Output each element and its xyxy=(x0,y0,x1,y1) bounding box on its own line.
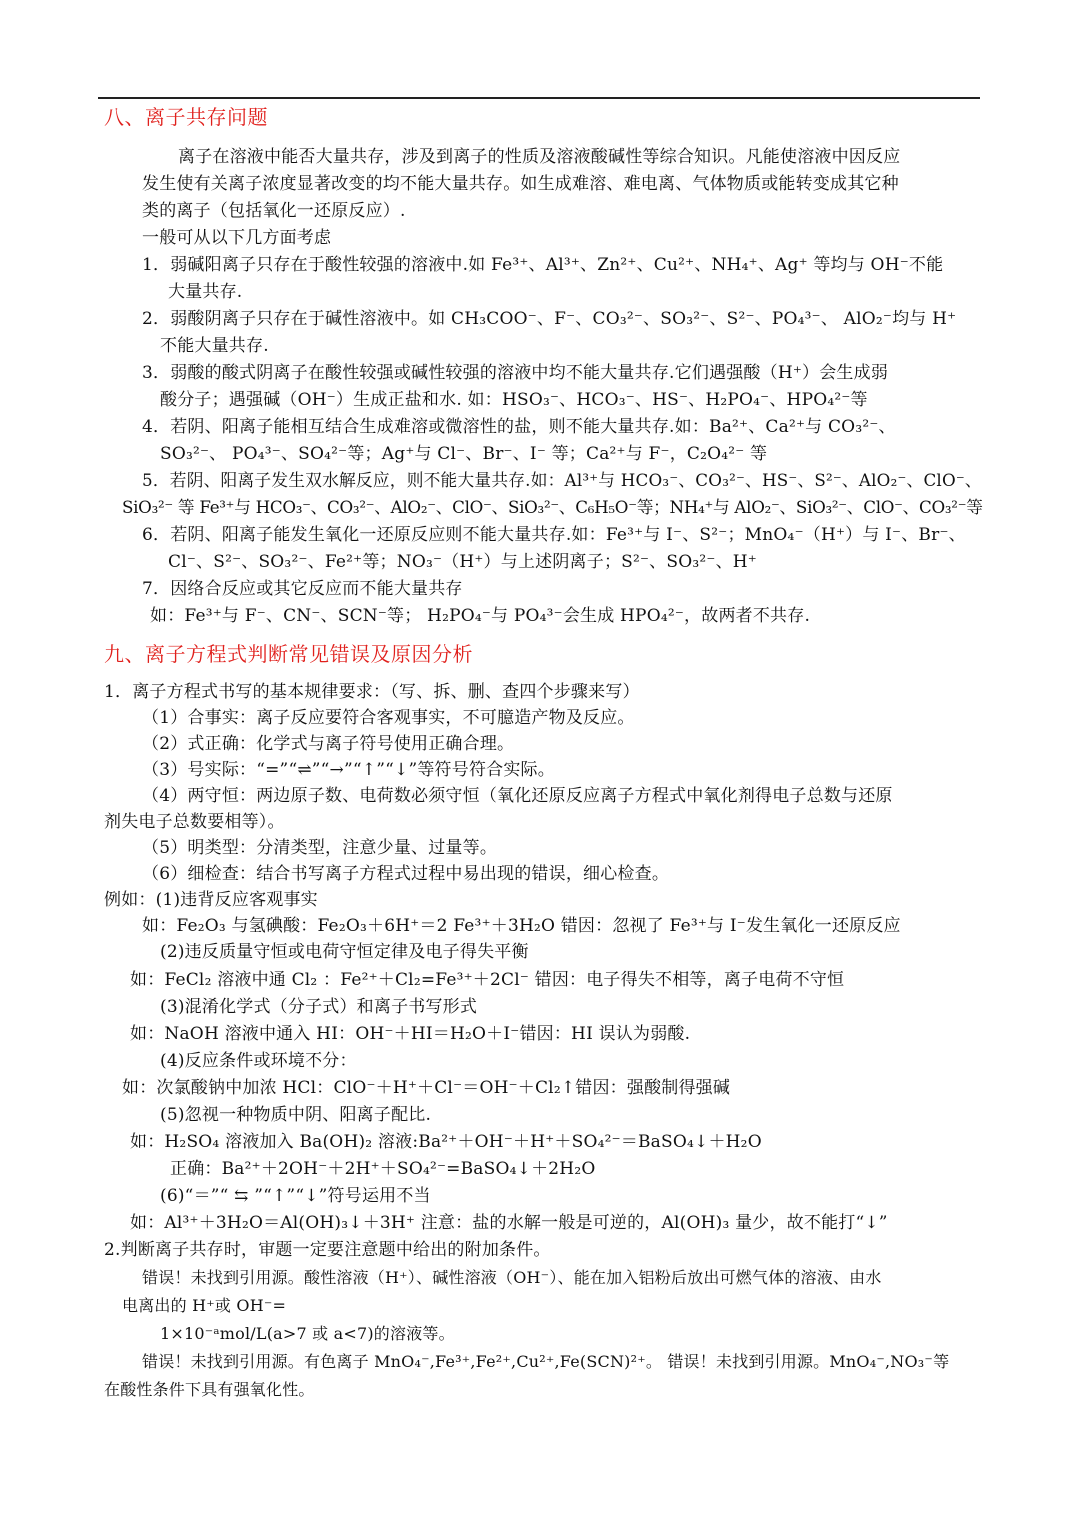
list-item-7: 7．因络合反应或其它反应而不能大量共存 xyxy=(142,579,463,599)
condition-line: 错误！未找到引用源。酸性溶液（H⁺）、碱性溶液（OH⁻）、能在加入铝粉后放出可燃气体的溶液、由水 xyxy=(142,1268,882,1287)
list-item-1: 1．弱碱阳离子只存在于酸性较强的溶液中.如 Fe³⁺、Al³⁺、Zn²⁺、Cu²⁺、NH₄⁺、Ag⁺ 等均与 OH⁻不能 xyxy=(142,255,944,275)
rule-line: （5）明类型：分清类型，注意少量、过量等。 xyxy=(142,838,498,858)
list-item-3: 3．弱酸的酸式阴离子在酸性较强或碱性较强的溶液中均不能大量共存.它们遇强酸（H⁺）会生成弱 xyxy=(142,363,889,383)
example-subheading: (3)混淆化学式（分子式）和离子书写形式 xyxy=(160,997,478,1017)
list-item-5: 5．若阴、阳离子发生双水解反应，则不能大量共存.如：Al³⁺与 HCO₃⁻、CO₃²⁻、HS⁻、S²⁻、AlO₂⁻、ClO⁻、 xyxy=(142,471,982,491)
list-item-4-cont: SO₃²⁻、 PO₄³⁻、SO₄²⁻等；Ag⁺与 Cl⁻、Br⁻、I⁻ 等；Ca²⁺与 F⁻，C₂O₄²⁻ 等 xyxy=(160,444,768,464)
example-line: 如：FeCl₂ 溶液中通 Cl₂ ：Fe²⁺＋Cl₂=Fe³⁺＋2Cl⁻ 错因：电子得失不相等，离子电荷不守恒 xyxy=(130,970,845,990)
example-line: 如：Al³⁺＋3H₂O＝Al(OH)₃↓＋3H⁺ 注意：盐的水解一般是可逆的，Al(OH)₃ 量少，故不能打“↓” xyxy=(130,1213,888,1233)
section-heading-ion-coexistence: 八、离子共存问题 xyxy=(104,105,268,129)
example-line: 如：次氯酸钠中加浓 HCl：ClO⁻＋H⁺＋Cl⁻＝OH⁻＋Cl₂↑错因：强酸制得强碱 xyxy=(122,1078,731,1098)
condition-line-formula: 1×10⁻ᵃmol/L(a>7 或 a<7)的溶液等。 xyxy=(160,1324,455,1343)
paragraph-line: 类的离子（包括氧化一还原反应）. xyxy=(142,201,406,221)
list-item-2: 2．弱酸阴离子只存在于碱性溶液中。如 CH₃COO⁻、F⁻、CO₃²⁻、SO₃²⁻、S²⁻、PO₄³⁻、 AlO₂⁻均与 H⁺ xyxy=(142,309,957,329)
list-item-3-cont: 酸分子；遇强碱（OH⁻）生成正盐和水. 如：HSO₃⁻、HCO₃⁻、HS⁻、H₂PO₄⁻、HPO₄²⁻等 xyxy=(160,390,868,410)
list-item-6-cont: Cl⁻、S²⁻、SO₃²⁻、Fe²⁺等；NO₃⁻（H⁺）与上述阴离子；S²⁻、SO₃²⁻、H⁺ xyxy=(168,552,757,572)
example-subheading: (4)反应条件或环境不分： xyxy=(160,1051,357,1071)
condition-line-cont: 在酸性条件下具有强氧化性。 xyxy=(104,1380,315,1399)
section-heading-ionic-equation-errors: 九、离子方程式判断常见错误及原因分析 xyxy=(104,642,473,666)
subsection-2-title: 2.判断离子共存时，审题一定要注意题中给出的附加条件。 xyxy=(104,1240,551,1260)
list-item-2-cont: 不能大量共存. xyxy=(160,336,269,356)
example-subheading: (5)忽视一种物质中阴、阳离子配比. xyxy=(160,1105,432,1125)
list-item-6: 6．若阴、阳离子能发生氧化一还原反应则不能大量共存.如：Fe³⁺与 I⁻、S²⁻；MnO₄⁻（H⁺）与 I⁻、Br⁻、 xyxy=(142,525,966,545)
example-line: 如：Fe₂O₃ 与氢碘酸：Fe₂O₃＋6H⁺＝2 Fe³⁺＋3H₂O 错因：忽视了 Fe³⁺与 I⁻发生氧化一还原反应 xyxy=(142,916,901,936)
condition-line: 错误！未找到引用源。有色离子 MnO₄⁻,Fe³⁺,Fe²⁺,Cu²⁺,Fe(SCN)²⁺。 错误！未找到引用源。MnO₄⁻,NO₃⁻等 xyxy=(142,1352,950,1371)
rule-line-cont: 剂失电子总数要相等）。 xyxy=(104,812,285,832)
rule-line: （3）号实际：“=”“⇌”“→”“↑”“↓”等符号符合实际。 xyxy=(142,760,555,780)
rule-line: （2）式正确：化学式与离子符号使用正确合理。 xyxy=(142,734,515,754)
example-subheading: (6)“＝”“ ⇆ ”“↑”“↓”符号运用不当 xyxy=(160,1186,431,1206)
paragraph-line: 发生使有关离子浓度显著改变的均不能大量共存。如生成难溶、难电离、气体物质或能转变成其它种 xyxy=(142,174,899,194)
example-heading: 例如：(1)违背反应客观事实 xyxy=(104,890,318,910)
example-line: 如：H₂SO₄ 溶液加入 Ba(OH)₂ 溶液:Ba²⁺＋OH⁻＋H⁺＋SO₄²⁻＝BaSO₄↓＋H₂O xyxy=(130,1132,762,1152)
subsection-1-title: 1．离子方程式书写的基本规律要求：（写、拆、删、查四个步骤来写） xyxy=(104,682,640,702)
example-subheading: (2)违反质量守恒或电荷守恒定律及电子得失平衡 xyxy=(160,942,529,962)
list-item-4: 4．若阴、阳离子能相互结合生成难溶或微溶性的盐，则不能大量共存.如：Ba²⁺、Ca²⁺与 CO₃²⁻、 xyxy=(142,417,896,437)
paragraph-line: 离子在溶液中能否大量共存，涉及到离子的性质及溶液酸碱性等综合知识。凡能使溶液中因反应 xyxy=(178,147,901,167)
list-item-1-cont: 大量共存. xyxy=(168,282,243,302)
list-item-5-cont: SiO₃²⁻ 等 Fe³⁺与 HCO₃⁻、CO₃²⁻、AlO₂⁻、ClO⁻、SiO₃²⁻、C₆H₅O⁻等；NH₄⁺与 AlO₂⁻、SiO₃²⁻、ClO⁻、CO₃²⁻等 xyxy=(122,498,983,518)
example-line: 如：NaOH 溶液中通入 HI：OH⁻＋HI＝H₂O＋I⁻错因：HI 误认为弱酸. xyxy=(130,1024,691,1044)
rule-line: （6）细检查：结合书写离子方程式过程中易出现的错误，细心检查。 xyxy=(142,864,670,884)
condition-line-cont: 电离出的 H⁺或 OH⁻= xyxy=(122,1296,287,1315)
rule-line: （4）两守恒：两边原子数、电荷数必须守恒（氧化还原反应离子方程式中氧化剂得电子总数与还原 xyxy=(142,786,893,806)
example-correct-line: 正确：Ba²⁺＋2OH⁻＋2H⁺＋SO₄²⁻=BaSO₄↓＋2H₂O xyxy=(170,1159,596,1179)
rule-line: （1）合事实：离子反应要符合客观事实，不可臆造产物及反应。 xyxy=(142,708,635,728)
list-item-7-example: 如：Fe³⁺与 F⁻、CN⁻、SCN⁻等； H₂PO₄⁻与 PO₄³⁻会生成 HPO₄²⁻，故两者不共存. xyxy=(150,606,811,626)
top-rule xyxy=(98,97,980,99)
paragraph-line: 一般可从以下几方面考虑 xyxy=(142,228,332,248)
